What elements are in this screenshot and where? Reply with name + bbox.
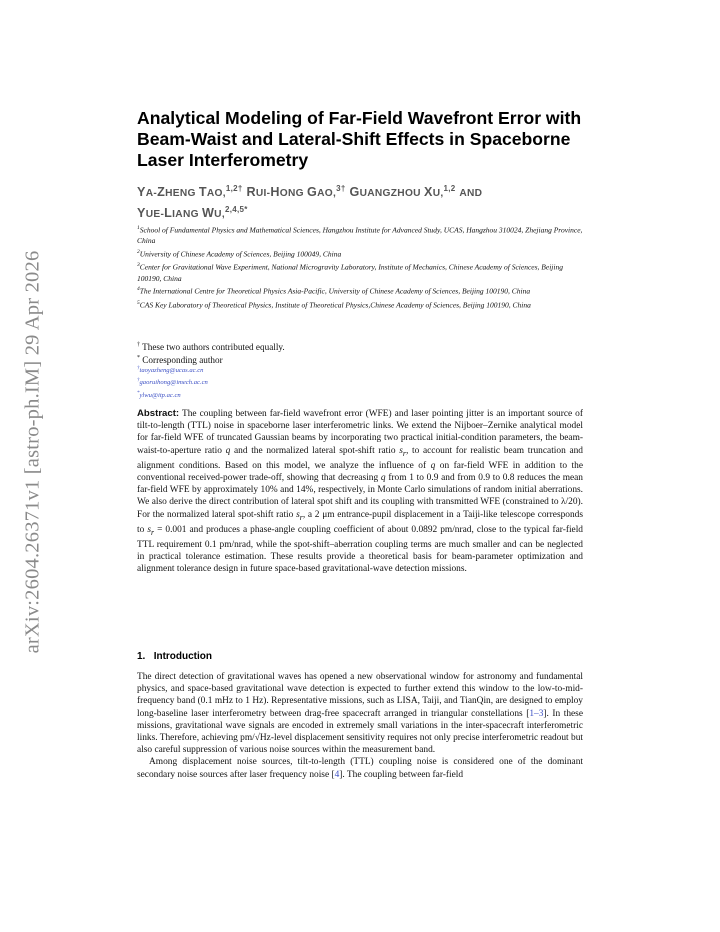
author-connector: AND [459,188,483,200]
author-3 [349,185,455,199]
author-list [137,181,587,223]
email-link[interactable]: †taoyazheng@ucas.ac.cn [137,366,204,375]
abstract: Abstract: The coupling between far-field wavefront error (WFE) and laser pointing jitter is an important source of tilt-to-length (TTL) noise in spaceborne laser interferometric links. We extend the Nijboer–Zernike analytical model for far-field WFE of truncated Gaussian beams by incorporating two practical initial-condition parameters, the beam-waist-to-aperture ratio q and the normalized lateral spot-shift ratio $s_r$, to account for realistic beam truncation and alignment conditions. Based on this model, we analyze the influence of q on far-field WFE in addition to the conventional received-power trade-off, showing that decreasing q from 1 to 0.9 and from 0.9 to 0.8 reduces the mean far-field WFE by approximately 10% and 14%, respectively, in Monte Carlo simulations of random initial aberrations. We also derive the direct contribution of lateral spot shift and its coupling with transmitted WFE (constrained to λ/20). For the normalized lateral spot-shift ratio $s_r$, a 2 μm entrance-pupil displacement in a Taiji-like telescope corresponds to $s_r = 0.001$ and produces a phase-angle coupling coefficient of about 0.0892 pm/nrad, close to the typical far-field TTL requirement 0.1 pm/nrad, while the spot-shift–aberration coupling terms are much smaller and can be neglected in practical tolerance estimation. These results provide a theoretical basis for beam-parameter optimization and alignment tolerance design in future space-based gravitational-wave detection missions. [137,408,584,575]
author-4 [137,206,248,220]
introduction-body [137,671,583,781]
author-name: RUI-HONG GAO, [246,185,337,200]
author-sup: 1,2† [225,184,243,193]
author-2 [246,185,345,199]
affiliation-3: $^3$Center for Gravitational Wave Experiment, National Microgravity Laboratory, Institute of Mechanics, Chinese Academy of Sciences, Beijing 100190, China [137,262,563,283]
paragraph: The direct detection of gravitational waves has opened a new observational window for astronomy and fundamental physics, and space-based gravitational wave detection is expected to further extend this window to the low-to-mid-frequency band (0.1 mHz to 1 Hz). Representative missions, such as LISA, Taiji, and TianQin, are designed to employ long-baseline laser interferometry between drag-free spacecraft arranged in triangular constellations [1–3]. In these missions, gravitational wave signals are encoded in extremely small variations in the inter-spacecraft interferometric links. Therefore, achieving pm/√Hz-level displacement sensitivity requires not only precise interferometric readout but also careful suppression of various noise sources within the measurement band. [137,672,583,756]
note-corresponding: * Corresponding author [137,354,223,365]
affiliation-2: $^2$University of Chinese Academy of Sciences, Beijing 100049, China [137,249,342,259]
affiliation-5: $^5$CAS Key Laboratory of Theoretical Physics, Institute of Theoretical Physics,Chinese Academy of Sciences, Beijing 100190, China [137,299,531,310]
note-equal-contribution: † These two authors contributed equally. [137,342,285,353]
author-name: YUE-LIANG WU, [137,206,225,221]
author-notes [137,340,587,365]
author-name: YA-ZHENG TAO, [137,185,226,200]
affiliations [137,223,587,311]
affiliation-4: $^4$The International Centre for Theoretical Physics Asia-Pacific, University of Chinese Academy of Sciences, Beijing 100190, China [137,286,531,296]
email-link[interactable]: *ylwu@itp.ac.cn [137,390,181,399]
author-sup: 3† [336,184,346,193]
abstract-label: Abstract: [137,408,180,419]
email-list [137,364,587,401]
section-heading-introduction: 1. Introduction [137,651,213,662]
author-sup: 1,2 [443,184,456,193]
email-link[interactable]: †gaoruihong@imech.ac.cn [137,378,208,387]
paper-title: Analytical Modeling of Far-Field Wavefront Error with Beam-Waist and Lateral-Shift Effects in Spaceborne Laser Interferometry [137,108,582,170]
author-1 [137,185,243,199]
paragraph: Among displacement noise sources, tilt-to-length (TTL) coupling noise is considered one of the dominant secondary noise sources after laser frequency noise [4]. The coupling between far-field [137,757,583,780]
author-sup: 2,4,5* [224,205,248,215]
affiliation-1: $^1$School of Fundamental Physics and Mathematical Sciences, Hangzhou Institute for Advanced Study, UCAS, Hangzhou 310024, Zhejiang Province, China [137,225,583,246]
author-name: GUANGZHOU XU, [349,185,444,200]
citation-link[interactable]: 4 [334,769,340,780]
arxiv-sidebar-stamp [16,232,50,672]
arxiv-identifier: arXiv:2604.26371v1 [astro-ph.IM] 29 Apr 2026 [21,250,44,654]
citation-link[interactable]: 1–3 [529,708,544,719]
